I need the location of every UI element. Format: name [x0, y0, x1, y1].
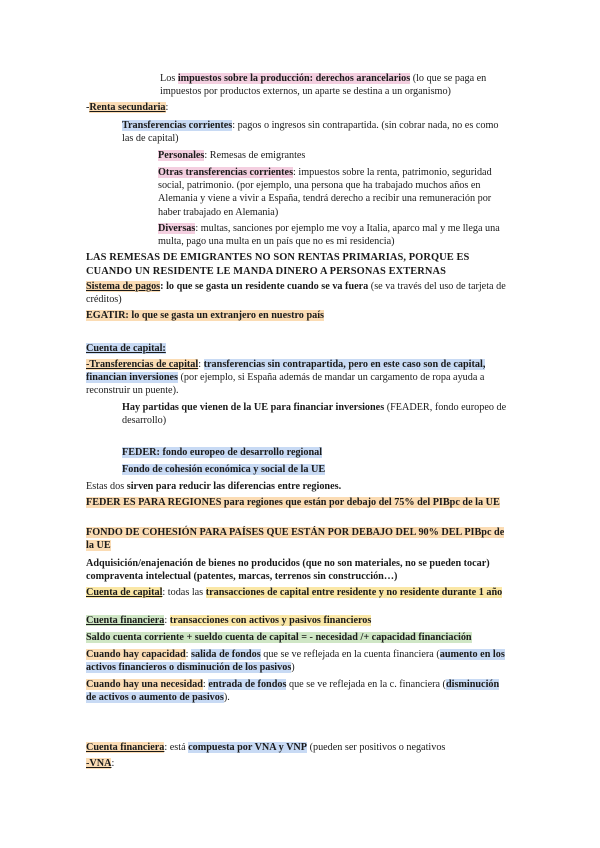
highlight: transacciones con activos y pasivos financieros — [169, 615, 372, 626]
paragraph-necesidad — [86, 678, 510, 704]
text: - — [86, 102, 90, 113]
text: (por ejemplo, si España además de mandar un cargamento de ropa ayuda a reconstruir un puente). — [86, 372, 485, 397]
heading-renta-secundaria — [86, 101, 506, 114]
text: : — [202, 679, 209, 690]
paragraph-feder — [122, 446, 512, 459]
text: : — [165, 102, 169, 113]
text: Hay partidas que vienen de la UE para financiar inversiones — [122, 402, 385, 413]
text: que se ve reflejada en la cuenta financiera ( — [260, 649, 440, 660]
text: que se ve reflejada en la c. financiera ( — [286, 679, 446, 690]
highlight: Saldo cuenta corriente + sueldo cuenta de capital = - necesidad /+ capacidad financiación — [86, 632, 472, 643]
highlight: Otras transferencias corrientes — [158, 167, 294, 178]
text: : — [198, 359, 204, 370]
highlight: Sistema de pagos — [86, 281, 161, 292]
text: : todas las — [162, 587, 206, 598]
paragraph-personales — [158, 149, 508, 162]
highlight: Renta secundaria — [89, 102, 166, 113]
highlight: Diversas — [158, 223, 196, 234]
paragraph-sistema-pagos — [86, 280, 514, 306]
highlight: Cuenta de capital — [86, 587, 163, 598]
highlight: transacciones de capital entre residente y no residente durante 1 año — [205, 587, 503, 598]
text: : impuestos sobre la renta, patrimonio, seguridad social, patrimonio. (por ejemplo, una persona que ha trabajado muchos años en Alemania y viene a vivir a España, tendrá derecho a recibir una remuneración por haber trabajado en Alemania) — [158, 167, 492, 218]
highlight: Cuando hay una necesidad — [86, 679, 203, 690]
heading-vna — [86, 757, 510, 770]
highlight: compuesta por VNA y VNP — [188, 742, 308, 753]
paragraph-feder-regiones — [86, 496, 506, 509]
text: : — [185, 649, 192, 660]
paragraph-cuenta-capital-def — [86, 586, 510, 599]
highlight: FEDER ES PARA REGIONES para regiones que están por debajo del 75% del PIBpc de la UE — [86, 497, 500, 508]
highlight: FEDER: fondo europeo de desarrollo regional — [122, 447, 323, 458]
text: (se va través del uso de tarjeta de créditos) — [86, 281, 506, 306]
paragraph-otras-transferencias — [158, 166, 516, 219]
paragraph-remesas-caps — [86, 251, 506, 278]
highlight: salida de fondos — [191, 649, 261, 660]
highlight: EGATIR: lo que se gasta un extranjero en nuestro país — [86, 310, 325, 321]
paragraph-cuenta-financiera-def — [86, 614, 510, 627]
highlight: Personales — [158, 150, 205, 161]
highlight: Fondo de cohesión económica y social de la UE — [122, 464, 326, 475]
highlight: Cuenta financiera — [86, 742, 165, 753]
highlight: Cuenta de capital: — [86, 343, 166, 354]
paragraph-fondo-cohesion — [122, 463, 512, 476]
highlight: disminución de activos o aumento de pasivos — [86, 679, 500, 704]
paragraph-impuestos-produccion — [160, 72, 518, 98]
text: ) — [291, 662, 295, 674]
paragraph-capacidad — [86, 648, 510, 674]
text: : está — [164, 742, 189, 753]
text: : Remesas de emigrantes — [204, 150, 306, 161]
text: (lo que se paga en impuestos por productos externos, un aparte se destina a un organismo) — [160, 73, 487, 98]
highlight: -Transferencias de capital — [86, 359, 199, 370]
text: sirven para reducir las diferencias entre regiones. — [126, 481, 342, 492]
paragraph-transferencias-corrientes — [122, 119, 512, 145]
highlight: aumento en los activos financieros o disminución de los pasivos — [86, 649, 505, 674]
highlight: -VNA — [86, 758, 112, 769]
text: : — [111, 758, 115, 769]
text: : multas, sanciones por ejemplo me voy a Italia, aparco mal y me llega una multa, pago una multa en un país que no es mi residencia) — [158, 223, 500, 248]
text: LAS REMESAS DE EMIGRANTES NO SON RENTAS PRIMARIAS, PORQUE ES CUANDO UN RESIDENTE LE MANDA DINERO A PERSONAS EXTERNAS — [86, 252, 470, 277]
heading-cuenta-capital — [86, 342, 506, 355]
text: ). — [223, 692, 230, 704]
paragraph-estas-dos — [86, 480, 506, 493]
text: : — [164, 615, 170, 626]
paragraph-diversas — [158, 222, 516, 248]
highlight: entrada de fondos — [208, 679, 287, 690]
text: Adquisición/enajenación de bienes no producidos (que no son materiales, no se pueden tocar) compraventa intelectual (patentes, marcas, terrenos sin construcción…) — [86, 558, 490, 583]
highlight: Cuando hay capacidad — [86, 649, 186, 660]
text: : lo que se gasta un residente cuando se va fuera — [160, 281, 369, 292]
text: (pueden ser positivos o negativos — [307, 742, 446, 753]
paragraph-adquisicion — [86, 557, 510, 583]
text: Estas dos — [86, 481, 127, 492]
text: (FEADER, fondo europeo de desarrollo) — [122, 402, 507, 427]
text: Los — [160, 73, 178, 84]
paragraph-partidas-ue — [122, 401, 512, 427]
highlight: transferencias sin contrapartida, pero en este caso son de capital, financian inversiones — [86, 359, 486, 384]
highlight: Cuenta financiera — [86, 615, 165, 626]
text: : pagos o ingresos sin contrapartida. (sin cobrar nada, no es como las de capital) — [122, 120, 499, 145]
paragraph-egatir — [86, 309, 506, 322]
paragraph-cuenta-financiera-vna — [86, 741, 510, 754]
highlight: FONDO DE COHESIÓN PARA PAÍSES QUE ESTÁN POR DEBAJO DEL 90% DEL PIBpc de la UE — [86, 527, 505, 552]
highlight: impuestos sobre la producción: derechos arancelarios — [177, 73, 411, 84]
paragraph-fondo-cohesion-paises — [86, 526, 506, 552]
paragraph-saldo — [86, 631, 510, 644]
paragraph-transferencias-capital — [86, 358, 514, 398]
highlight: Transferencias corrientes — [122, 120, 233, 131]
